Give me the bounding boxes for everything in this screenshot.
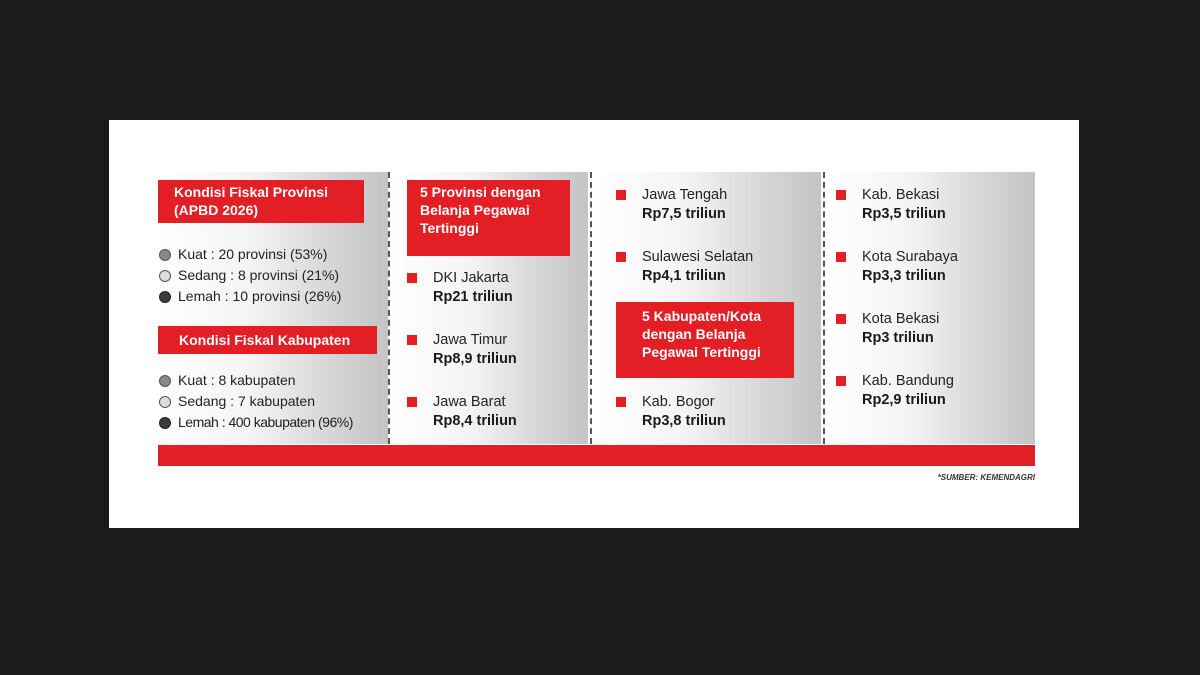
red-square-icon [616,252,626,262]
kuat-dot-icon [159,249,171,261]
list-item [836,248,958,286]
red-square-icon [407,397,417,407]
legend-kuat [159,370,353,391]
item-value: Rp4,1 triliun [642,268,726,284]
item-name: Kota Surabaya [862,249,958,265]
item-value: Rp3,3 triliun [862,268,946,284]
bottom-red-bar [158,445,1035,466]
provinsi-header [158,180,364,223]
item-value: Rp3,8 triliun [642,413,726,429]
item-name: Kab. Bogor [642,394,715,410]
top-provinsi-header [407,180,570,256]
red-square-icon [616,397,626,407]
red-square-icon [836,376,846,386]
item-value: Rp8,4 triliun [433,413,517,429]
sedang-dot-icon [159,396,171,408]
list-item [836,372,954,410]
list-item [616,393,726,431]
list-item [836,186,946,224]
kabupaten-title: Kondisi Fiskal Kabupaten [179,332,351,348]
kabupaten-lemah-text: Lemah : 400 kabupaten (96%) [178,414,353,430]
legend-kuat [159,244,341,265]
item-value: Rp21 triliun [433,289,513,305]
top-kabkota-title-line1: 5 Kabupaten/Kota [642,308,762,324]
list-item [616,186,727,224]
red-square-icon [407,335,417,345]
item-name: Kab. Bekasi [862,187,940,203]
lemah-dot-icon [159,291,171,303]
provinsi-kuat-text: Kuat : 20 provinsi (53%) [178,246,328,262]
item-value: Rp3,5 triliun [862,206,946,222]
sedang-dot-icon [159,270,171,282]
red-square-icon [836,314,846,324]
kabupaten-sedang-text: Sedang : 7 kabupaten [178,393,316,409]
item-value: Rp7,5 triliun [642,206,726,222]
lemah-dot-icon [159,417,171,429]
provinsi-lemah-text: Lemah : 10 provinsi (26%) [178,288,342,304]
item-name: Jawa Tengah [642,187,728,203]
source-note: *SUMBER: KEMENDAGRI [937,473,1035,482]
provinsi-sedang-text: Sedang : 8 provinsi (21%) [178,267,340,283]
item-name: Sulawesi Selatan [642,249,754,265]
legend-sedang [159,265,341,286]
item-value: Rp8,9 triliun [433,351,517,367]
legend-sedang [159,391,353,412]
red-square-icon [407,273,417,283]
list-item [407,269,513,307]
top-kabkota-title-line3: Pegawai Tertinggi [642,344,761,360]
top-kabkota-header [616,302,794,378]
legend-lemah [159,286,341,307]
list-item [407,331,517,369]
red-square-icon [836,190,846,200]
provinsi-legend [159,244,341,307]
kabupaten-kuat-text: Kuat : 8 kabupaten [178,372,296,388]
red-square-icon [616,190,626,200]
red-square-icon [836,252,846,262]
item-name: Jawa Barat [433,394,506,410]
item-name: Kab. Bandung [862,373,954,389]
top-provinsi-title-line2: Belanja Pegawai [420,202,530,218]
item-value: Rp2,9 triliun [862,392,946,408]
list-item [836,310,939,348]
item-name: DKI Jakarta [433,270,509,286]
list-item [616,248,753,286]
item-name: Kota Bekasi [862,311,940,327]
column-divider [823,172,825,444]
legend-lemah [159,412,353,433]
column-divider [388,172,390,444]
kabupaten-legend [159,370,353,433]
item-value: Rp3 triliun [862,330,934,346]
top-kabkota-title-line2: dengan Belanja [642,326,746,342]
top-provinsi-title-line1: 5 Provinsi dengan [420,184,541,200]
provinsi-title-line1: Kondisi Fiskal Provinsi [174,184,329,200]
kabupaten-header [158,326,377,354]
infographic-card [109,120,1079,528]
kuat-dot-icon [159,375,171,387]
item-name: Jawa Timur [433,332,508,348]
column-divider [590,172,592,444]
top-provinsi-title-line3: Tertinggi [420,220,479,236]
list-item [407,393,517,431]
provinsi-title-line2: (APBD 2026) [174,202,259,218]
